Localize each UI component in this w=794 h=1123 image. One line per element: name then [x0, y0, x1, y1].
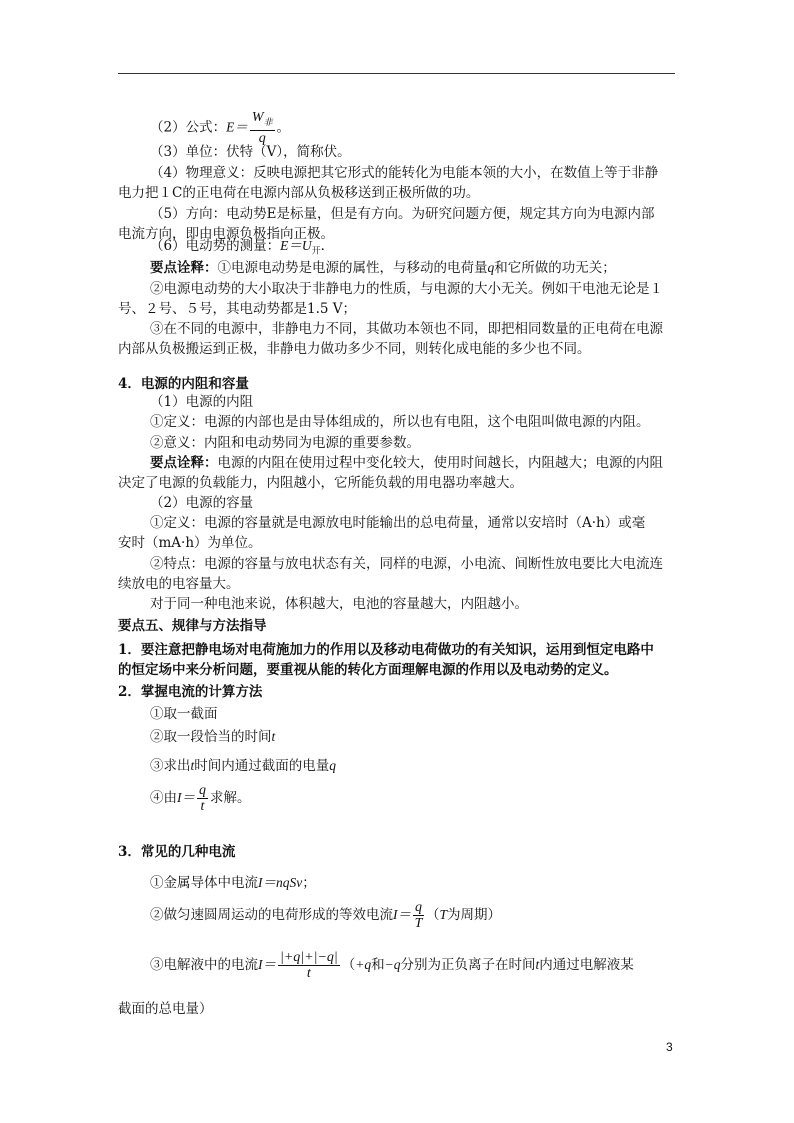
page-number: 3: [666, 1040, 673, 1054]
text-line: ①定义：电源的容量就是电源放电时能输出的总电荷量，通常以安培时（A·h）或毫: [150, 515, 646, 531]
text-line: 决定了电源的负载能力，内阻越小，它所能负载的用电器功率越大。: [118, 475, 523, 491]
text-line: 截面的总电量）: [118, 1001, 213, 1017]
bold-line: 1．要注意把静电场对电荷施加力的作用以及移动电荷做功的有关知识，运用到恒定电路中: [118, 642, 654, 658]
section-heading: 3．常见的几种电流: [118, 844, 236, 860]
fraction: $\frac{|+q|+|-q|}{t}$: [280, 950, 338, 981]
note-line: 要点诠释：电源的内阻在使用过程中变化较大，使用时间越长，内阻越大；电源的内阻: [150, 455, 663, 471]
text-line: 对于同一种电池来说，体积越大，电池的容量越大，内阻越小。: [150, 596, 528, 612]
fraction: $\frac{W_非}{q}$: [251, 110, 273, 146]
section-heading: 2．掌握电流的计算方法: [118, 684, 263, 700]
text-line: ③求出t时间内通过截面的电量q: [150, 758, 337, 774]
note-line: 要点诠释：①电源电动势是电源的属性，与移动的电荷量q和它所做的功无关；: [150, 260, 616, 276]
section-heading: 4．电源的内阻和容量: [118, 376, 249, 392]
text-line: ③在不同的电源中，非静电力不同，其做功本领也不同，即把相同数量的正电荷在电源: [150, 321, 663, 337]
text-line: 电力把１C的正电荷在电源内部从负极移送到正极所做的功。: [118, 185, 480, 201]
text-line: ①定义：电源的内部也是由导体组成的，所以也有电阻，这个电阻叫做电源的内阻。: [150, 414, 650, 430]
text-line: （5）方向：电动势E是标量，但是有方向。为研究问题方便，规定其方向为电源内部: [150, 206, 655, 222]
text-line: 续放电的电容量大。: [118, 576, 240, 592]
text-line: ②特点：电源的容量与放电状态有关，同样的电源，小电流、间断性放电要比大电流连: [150, 556, 663, 572]
text-line: ②电源电动势的大小取决于非静电力的性质，与电源的大小无关。例如干电池无论是１: [150, 281, 663, 297]
bold-line: 的恒定场中来分析问题，要重视从能的转化方面理解电源的作用以及电动势的定义。: [118, 662, 618, 678]
text-line: 电流方向，即由电源负极指向正极。: [118, 226, 334, 242]
text-line: （1）电源的内阻: [150, 394, 254, 410]
text-line: （6）电动势的测量：$E=U_开$．: [150, 238, 335, 257]
header-rule: [118, 73, 675, 74]
fraction: $\frac{q}{T}$: [414, 900, 423, 931]
formula-line: ③电解液中的电流I＝ $\frac{|+q|+|-q|}{t}$ （+q和−q分别为正负离子在时间t内通过电解液某: [150, 950, 634, 981]
formula-line: （2）公式：E＝ $\frac{W_非}{q}$ 。: [150, 110, 291, 146]
fraction: $\frac{q}{t}$: [199, 783, 206, 814]
text-line: ①取一截面: [150, 706, 218, 722]
text-line: 内部从负极搬运到正极，非静电力做功多少不同，则转化成电能的多少也不同。: [118, 341, 591, 357]
text-line: 安时（mA·h）为单位。: [118, 535, 262, 551]
formula-line: ④由I＝ $\frac{q}{t}$ 求解。: [150, 783, 251, 814]
section-heading: 要点五、规律与方法指导: [118, 618, 267, 634]
text-line: 号、２号、５号，其电动势都是1.5 V；: [118, 301, 357, 317]
text-line: （2）电源的容量: [150, 495, 254, 511]
text-line: ①金属导体中电流I＝nqSv；: [150, 875, 316, 891]
text-line: ②取一段恰当的时间t: [150, 729, 276, 745]
formula-line: ②做匀速圆周运动的电荷形成的等效电流I＝ $\frac{q}{T}$ （T为周期）: [150, 900, 502, 931]
text-line: （4）物理意义：反映电源把其它形式的能转化为电能本领的大小，在数值上等于非静: [150, 165, 659, 181]
text-line: ②意义：内阻和电动势同为电源的重要参数。: [150, 435, 420, 451]
text-line: （3）单位：伏特（V），简称伏。: [150, 144, 351, 160]
